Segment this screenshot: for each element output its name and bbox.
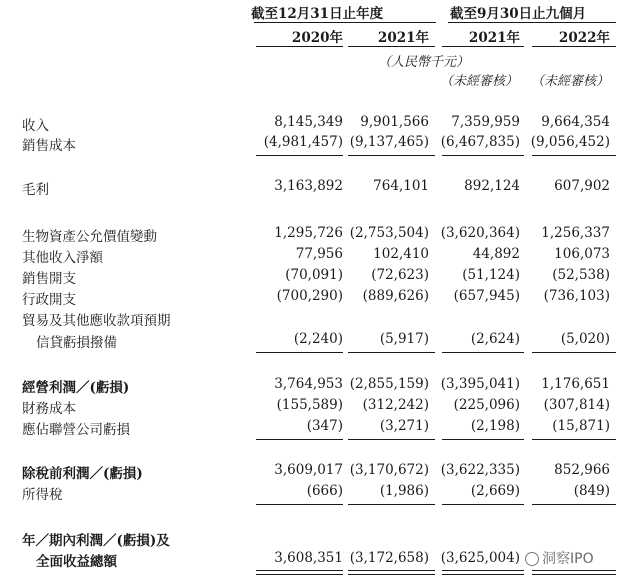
cell-value: (3,395,041) <box>440 376 520 392</box>
cell-value: 102,410 <box>373 246 429 262</box>
cell-value: (72,623) <box>371 267 429 283</box>
subtotal-rule <box>348 504 435 505</box>
column-header-2022-9m: 2022年 <box>558 30 610 46</box>
cell-value: (2,669) <box>470 483 520 499</box>
total-double-rule <box>532 570 616 575</box>
cell-value: 3,609,017 <box>274 462 343 478</box>
cell-value: (52,538) <box>552 267 610 283</box>
cell-value: 1,295,726 <box>274 225 343 241</box>
header-period-year: 截至12月31日止年度 <box>251 6 384 22</box>
total-double-rule <box>442 570 524 575</box>
cell-value: 1,176,651 <box>541 376 610 392</box>
header-rule-months <box>448 22 616 23</box>
cell-value: (155,589) <box>276 397 343 413</box>
row-label: 年／期內利潤／(虧損)及 <box>22 533 170 549</box>
column-rule-1 <box>348 46 435 47</box>
unaudited-label-2022: （未經審核） <box>531 74 610 89</box>
row-label: 信貸虧損撥備 <box>36 335 117 351</box>
row-label: 毛利 <box>22 182 49 198</box>
cell-value: 77,956 <box>295 246 343 262</box>
cell-value: (15,871) <box>552 418 610 434</box>
watermark-logo-icon <box>525 552 539 566</box>
subtotal-rule <box>348 352 435 353</box>
row-label: 除稅前利潤／(虧損) <box>22 466 143 482</box>
cell-value: (3,622,335) <box>440 462 520 478</box>
cell-value: 607,902 <box>554 178 610 194</box>
cell-value: 9,901,566 <box>360 114 429 130</box>
row-label: 行政開支 <box>22 292 76 308</box>
cell-value: (3,620,364) <box>440 225 520 241</box>
cell-value: 7,359,959 <box>451 114 520 130</box>
column-header-2021: 2021年 <box>377 30 429 46</box>
total-double-rule <box>256 570 343 575</box>
column-rule-0 <box>256 46 343 47</box>
column-header-2021-9m: 2021年 <box>468 30 520 46</box>
row-label: 貿易及其他應收款項預期 <box>22 313 171 329</box>
subtotal-rule <box>532 352 616 353</box>
cell-value: 3,163,892 <box>274 178 343 194</box>
cell-value: 852,966 <box>554 462 610 478</box>
cell-value: (2,753,504) <box>349 225 429 241</box>
row-label: 全面收益總額 <box>36 554 117 570</box>
cell-value: 44,892 <box>472 246 520 262</box>
cell-value: 3,608,351 <box>274 550 343 566</box>
cell-value: (3,172,658) <box>349 550 429 566</box>
subtotal-rule <box>442 352 524 353</box>
cell-value: (225,096) <box>453 397 520 413</box>
header-rule-year <box>254 22 436 23</box>
cell-value: (347) <box>306 418 343 434</box>
cell-value: 764,101 <box>373 178 429 194</box>
cell-value: (736,103) <box>543 288 610 304</box>
column-rule-3 <box>532 46 616 47</box>
cell-value: (51,124) <box>462 267 520 283</box>
subtotal-rule <box>256 439 343 440</box>
cell-value: (849) <box>573 483 610 499</box>
cell-value: (700,290) <box>276 288 343 304</box>
cell-value: 3,764,953 <box>274 376 343 392</box>
cell-value: (1,986) <box>379 483 429 499</box>
subtotal-rule <box>256 352 343 353</box>
cell-value: (2,855,159) <box>349 376 429 392</box>
header-period-nine-months: 截至9月30日止九個月 <box>450 6 587 22</box>
subtotal-rule <box>532 504 616 505</box>
cell-value: (5,917) <box>379 331 429 347</box>
unit-label: （人民幣千元） <box>378 55 470 70</box>
cell-value: (657,945) <box>453 288 520 304</box>
cell-value: 8,145,349 <box>274 114 343 130</box>
subtotal-rule <box>532 155 616 156</box>
subtotal-rule <box>348 439 435 440</box>
subtotal-rule <box>256 155 343 156</box>
cell-value: (3,625,004) <box>440 550 520 566</box>
row-label: 財務成本 <box>22 401 76 417</box>
cell-value: (307,814) <box>543 397 610 413</box>
subtotal-rule <box>256 504 343 505</box>
cell-value: 892,124 <box>464 178 520 194</box>
row-label: 生物資產公允價值變動 <box>22 229 157 245</box>
cell-value: 106,073 <box>554 246 610 262</box>
row-label: 銷售成本 <box>22 138 76 154</box>
row-label: 應佔聯營公司虧損 <box>22 422 130 438</box>
subtotal-rule <box>442 504 524 505</box>
unaudited-label-2021: （未經審核） <box>440 74 519 89</box>
cell-value: (70,091) <box>285 267 343 283</box>
subtotal-rule <box>532 439 616 440</box>
cell-value: (2,624) <box>470 331 520 347</box>
cell-value: (3,271) <box>379 418 429 434</box>
cell-value: (312,242) <box>362 397 429 413</box>
total-double-rule <box>348 570 435 575</box>
row-label: 收入 <box>22 118 49 134</box>
cell-value: (2,240) <box>293 331 343 347</box>
cell-value: (2,198) <box>470 418 520 434</box>
subtotal-rule <box>442 155 524 156</box>
row-label: 銷售開支 <box>22 271 76 287</box>
subtotal-rule <box>442 439 524 440</box>
column-rule-2 <box>442 46 524 47</box>
row-label: 所得稅 <box>22 487 63 503</box>
cell-value: (9,137,465) <box>349 134 429 150</box>
cell-value: 9,664,354 <box>541 114 610 130</box>
subtotal-rule <box>348 155 435 156</box>
cell-value: (3,170,672) <box>349 462 429 478</box>
cell-value: (5,020) <box>560 331 610 347</box>
cell-value: (666) <box>306 483 343 499</box>
watermark <box>525 548 594 568</box>
cell-value: (4,981,457) <box>263 134 343 150</box>
column-header-2020: 2020年 <box>291 30 343 46</box>
cell-value: (9,056,452) <box>530 134 610 150</box>
row-label: 經營利潤／(虧損) <box>22 380 130 396</box>
cell-value: (889,626) <box>362 288 429 304</box>
row-label: 其他收入淨額 <box>22 250 103 266</box>
cell-value: (6,467,835) <box>440 134 520 150</box>
watermark-text: 洞察IPO <box>542 551 594 567</box>
cell-value: 1,256,337 <box>541 225 610 241</box>
